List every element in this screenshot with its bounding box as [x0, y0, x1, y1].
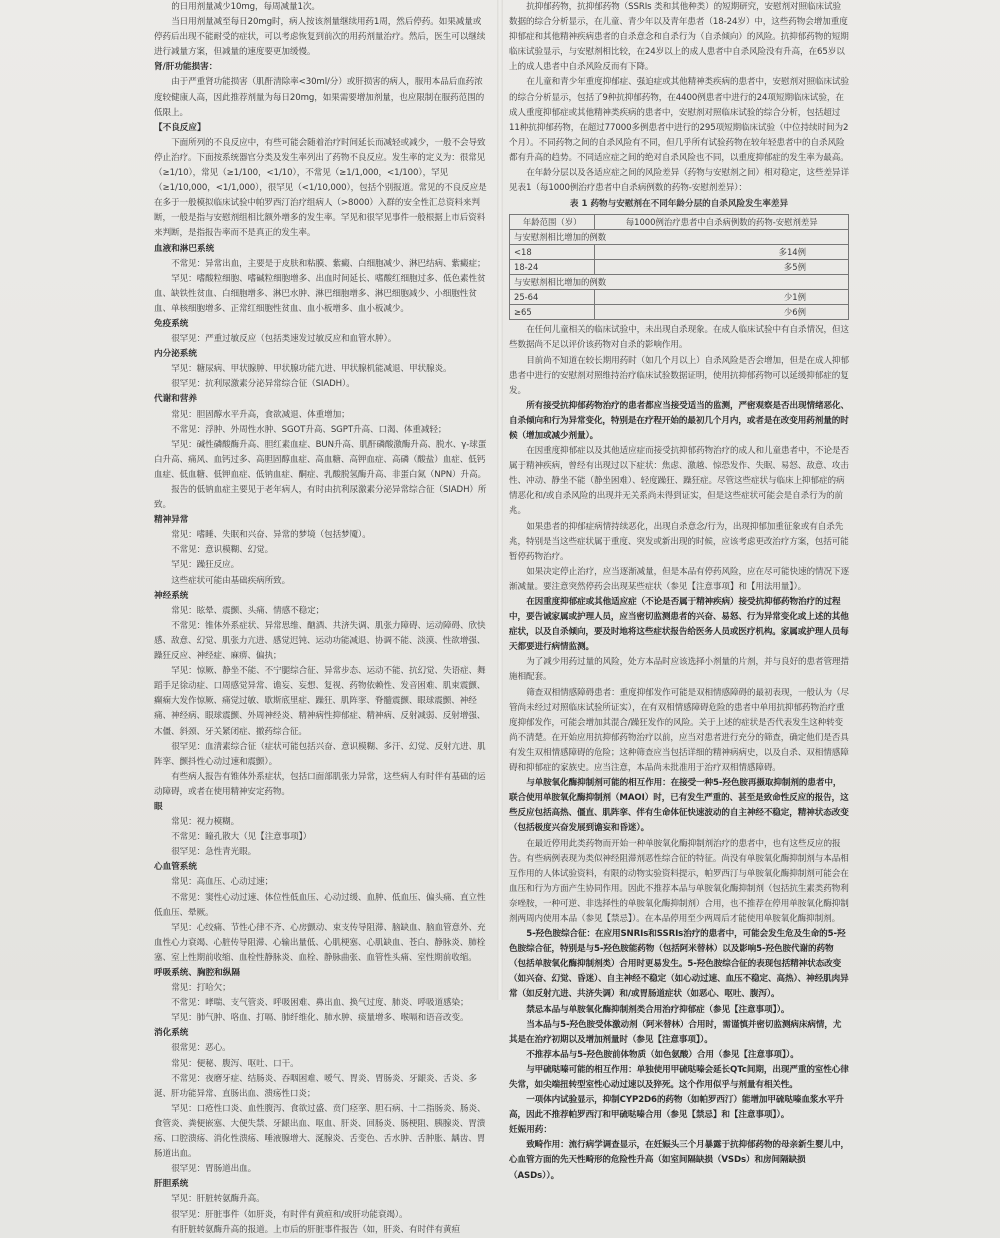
paragraph: 常见：打哈欠； [171, 983, 231, 994]
table-value-cell: 少1例 [595, 290, 849, 305]
paragraph: 很罕见：胃肠道出血。 [171, 1164, 257, 1175]
paragraph: 罕见：口疮性口炎、血性腹泻、食欲过盛、贲门痉挛、胆石病、十二指肠炎、肠炎、食管炎、粪便嵌塞、大便失禁、牙龈出血、呕血、肝炎、回肠炎、肠梗阻、胰腺炎、胃溃疡、口腔溃疡、消化性溃疡、唾液腺增大、涎腺炎、舌变色、舌水肿、舌肿胀、龋齿、胃肠道出血。 [154, 1103, 486, 1160]
paragraph: 有肝脏转氨酶升高的报道。上市后的肝脏事件报告（如，肝炎、有时伴有黄疸 [171, 1224, 460, 1235]
table-row [510, 260, 849, 275]
paragraph: 不常见：瞳孔散大（见【注意事项】） [171, 832, 312, 843]
paragraph: 很罕见：急性青光眼。 [171, 847, 257, 858]
paragraph: 罕见：嗜酸粒细胞、嗜碱粒细胞增多、出血时间延长、嗜酸红细胞过多、低色素性贫血、缺铁性贫血、白细胞增多、淋巴水肿、淋巴细胞增多、淋巴细胞减少、小细胞性贫血、单核细胞增多、正常红细胞性贫血、血小板增多、血小板减少。 [154, 273, 486, 314]
paragraph: 很罕见：肝脏事件（如肝炎，有时伴有黄疸和/或肝功能衰竭）。 [171, 1209, 408, 1220]
paragraph: 不常见：窦性心动过速、体位性低血压、心动过缓、血肿、低血压、偏头痛、直立性低血压、晕厥。 [154, 892, 486, 918]
paragraph: 常见：便秘、腹泻、呕吐、口干。 [171, 1058, 299, 1069]
page-fold-shadow [497, 0, 503, 1000]
table-row [510, 230, 849, 245]
paragraph: 不常见：浮肿、外周性水肿、SGOT升高、SGPT升高、口渴、体重减轻； [171, 424, 447, 435]
paragraph: 当日用剂量减至每日20mg时，病人按该剂量继续用药1周，然后停药。如果减量或停药后出现不能耐受的症状，可以考虑恢复到前次的用药剂量治疗。然后，医生可以继续进行减量方案，但减量的速度要更加缓慢。 [154, 17, 486, 58]
paragraph: 这些症状可能由基础疾病所致。 [171, 575, 291, 586]
paragraph: 很罕见：血清素综合征（症状可能包括兴奋、意识模糊、多汗、幻觉、反射亢进、肌阵挛、颤抖性心动过速和震颤）。 [154, 741, 486, 767]
table-row [510, 290, 849, 305]
paragraph: 不常见：锥体外系症状、异常思维、酗酒、共济失调、肌张力障碍、运动障碍、欣快感、敌意、幻觉、肌张力亢进、感觉迟钝、运动功能减退、协调不能、淡漠、性欲增强、躁狂反应、神经症、麻痹、偏执； [154, 620, 486, 662]
table-group-cell: 与安慰剂相比增加的例数 [510, 275, 849, 290]
table-age-cell: 18-24 [510, 260, 595, 275]
paragraph: 在因重度抑郁症或其他适应症（不论是否属于精神疾病）接受抗抑郁药物治疗的过程中，要告诫家属或护理人员，应当密切监测患者的兴奋、易怒、行为异常变化或上述的其他症状，以及自杀倾向，要及时地将这些症状报告给医务人员或医疗机构。家属或护理人员每天都要进行病情监测。 [509, 597, 849, 653]
table-caption: 表 1 药物与安慰剂在不同年龄分层的自杀风险发生率差异 [569, 199, 789, 210]
table-header-cell: 年龄范围（岁） [510, 215, 595, 230]
table-age-cell: 25-64 [510, 290, 595, 305]
paragraph: 罕见：肺气肿、咯血、打嗝、肺纤维化、肺水肿、痰量增多、喉嗝和语音改变。 [171, 1013, 469, 1024]
paragraph: 不常见：夜磨牙症、结肠炎、吞咽困难、嗳气、胃炎、胃肠炎、牙龈炎、舌炎、多涎、肝功能异常、直肠出血、溃疡性口炎； [154, 1073, 477, 1099]
paragraph: 在最近停用此类药物而开始一种单胺氧化酶抑制剂治疗的患者中，也有这些反应的报告。有些病例表现为类似神经阻滞剂恶性综合征的特征。尚没有单胺氧化酶抑制剂与本品相互作用的人体试验资料，有限的动物实验资料提示，帕罗西汀与单胺氧化酶抑制剂可能会在血压和行为方面产生协同作用。因此不推荐本品与单胺氧化酶抑制剂（包括抗生素类药物利奈唑胺，一种可逆、非选择性的单胺氧化酶抑制剂）合用，也不推荐在停用单胺氧化酶抑制剂两周内使用本品（参见【禁忌】）。在本品停用至少两周后才能使用单胺氧化酶抑制剂。 [509, 838, 849, 924]
paragraph: 与单胺氧化酶抑制剂可能的相互作用：在接受一种5-羟色胺再摄取抑制剂的患者中，联合使用单胺氧化酶抑制剂（MAOI）时，已有发生严重的、甚至是致命性反应的报告，这些反应包括高热、僵直、肌阵挛、伴有生命体征快速波动的自主神经不稳定，精神状态改变（包括极度兴奋发展到谵妄和昏迷）。 [509, 778, 849, 834]
section-heading: 代谢和营养 [154, 394, 197, 405]
paragraph: 罕见：碱性磷酸酶升高、胆红素血症、BUN升高、肌酐磷酸激酶升高、脱水、γ-球蛋白升高、痛风、血钙过多、高胆固醇血症、高血糖、高钾血症、高磷（酸盐）血症、低钙血症、低血糖、低钾血症、低钠血症、酮症、乳酸脱氢酶升高、非蛋白氮（NPN）升高。 [154, 439, 487, 480]
section-heading: 内分泌系统 [154, 349, 197, 360]
paragraph: 抗抑郁药物，抗抑郁药物（SSRIs 类和其他种类）的短期研究，安慰剂对照临床试验数据的综合分析显示，在儿童、青少年以及青年患者（18-24岁）中，这些药物会增加重度抑郁症和其他精神疾病患者的自杀意念和自杀行为（自杀倾向）的风险。抗抑郁药物的短期临床试验显示，与安慰剂相比较，在24岁以上的成人患者中自杀风险没有升高，在65岁以上的成人患者中自杀风险反而有下降。 [509, 2, 849, 73]
suicide-risk-table [509, 214, 849, 320]
paragraph: 很常见：恶心。 [171, 1043, 231, 1054]
table-row [510, 275, 849, 290]
paragraph: 常见：眩晕、震颤、头痛、情感不稳定； [171, 605, 325, 616]
paragraph: 所有接受抗抑郁药物治疗的患者都应当接受适当的监测，严密观察是否出现情绪恶化、自杀倾向和行为异常变化，特别是在疗程开始的最初几个月内，或者是在改变用药剂量的时候（增加或减少剂量）。 [509, 400, 849, 441]
table-row [510, 245, 849, 260]
right-text-column [509, 0, 849, 1181]
paragraph: 一项体内试验显示，抑制CYP2D6的药物（如帕罗西汀）能增加甲硫哒嗪血浆水平升高，因此不推荐帕罗西汀和甲硫哒嗪合用（参见【禁忌】和【注意事项】）。 [509, 1095, 844, 1121]
table-age-cell: <18 [510, 245, 595, 260]
paragraph: 不推荐本品与5-羟色胺前体物质（如色氨酸）合用（参见【注意事项】）。 [526, 1049, 799, 1060]
section-heading: 心血管系统 [154, 862, 197, 873]
section-heading: 肾/肝功能损害： [154, 62, 218, 73]
table-header-cell: 每1000例治疗患者中自杀病例数的药物-安慰剂差异 [595, 215, 849, 230]
paragraph: 如果决定停止治疗，应当逐渐减量，但是本品有停药风险，应在尽可能快速的情况下逐渐减量。要注意突然停药会出现某些症状（参见【注意事项】和【用法用量】）。 [509, 566, 849, 592]
right-column-bottom-text [509, 323, 849, 1183]
paragraph: 常见：胆固醇水平升高，食欲减退、体重增加； [171, 409, 350, 420]
section-heading: 消化系统 [154, 1028, 189, 1039]
section-heading: 肝胆系统 [154, 1179, 189, 1190]
paragraph: 罕见：糖尿病、甲状腺肿、甲状腺功能亢进、甲状腺机能减退、甲状腺炎。 [171, 364, 452, 375]
paragraph: 常见：高血压、心动过速； [171, 877, 274, 888]
section-heading: 妊娠用药： [509, 1125, 552, 1136]
paragraph: 如果患者的抑郁症病情持续恶化，出现自杀意念/行为，出现抑郁加重征象或有自杀先兆，特别是当这些症状属于重度、突发或新出现的时候，应该考虑更改治疗方案，包括可能暂停药物治疗。 [509, 521, 849, 562]
section-heading: 呼吸系统、胸腔和纵隔 [154, 968, 240, 978]
paragraph: 有些病人报告有锥体外系症状，包括口面部肌张力异常，这些病人有时伴有基础的运动障碍，或者在使用精神安定药物。 [154, 771, 486, 797]
paragraph: 罕见：躁狂反应。 [171, 560, 240, 571]
paragraph: 不常见：异常出血，主要是于皮肤和粘膜、紫癜、白细胞减少、淋巴结病、紫癜症； [171, 258, 486, 269]
section-heading: 血液和淋巴系统 [154, 243, 215, 254]
paragraph: 在因重度抑郁症以及其他适应症而接受抗抑郁药物治疗的成人和儿童患者中，不论是否属于精神疾病，曾经有出现过以下症状：焦虑、激越、惊恐发作、失眠、易怒、敌意、攻击性、冲动、静坐不能（静坐困难）、轻度躁狂、躁狂症。尽管这些症状与临床上抑郁症的病情恶化和/或自杀风险的出现并无关系尚未得到证实，但是这些症状可能会是自杀行为的前兆。 [509, 446, 849, 517]
paragraph: 不常见：意识模糊、幻觉。 [171, 545, 274, 556]
right-column-top-text [509, 0, 849, 196]
paragraph: 在年龄分层以及各适应症之间的风险差异（药物与安慰剂之间）相对稳定，这些差异详见表1（每1000例治疗患者中自杀病例数的药物-安慰剂差异）： [509, 168, 849, 194]
paragraph: 很罕见：抗利尿激素分泌异常综合征（SIADH）。 [171, 379, 355, 390]
paragraph: 不常见：哮喘、支气管炎、呼吸困难、鼻出血、换气过度、肺炎、呼吸道感染； [171, 998, 469, 1009]
table-value-cell: 多14例 [595, 245, 849, 260]
table-value-cell: 多5例 [595, 260, 849, 275]
section-heading: 精神异常 [154, 515, 189, 526]
paragraph: 由于严重肾功能损害（肌酐清除率<30ml/分）或肝损害的病人，服用本品后血药浓度较健康人高，因此推荐剂量为每日20mg，如果需要增加剂量，也应限制在服药范围的低限上。 [154, 77, 485, 118]
paragraph: 罕见：心绞痛、节性心律不齐、心房颤动、束支传导阻滞、脑缺血、脑血管意外、充血性心力衰竭、心脏传导阻滞、心输出量低、心肌梗塞、心肌缺血、苍白、静脉炎、肺栓塞、室上性期前收缩、血栓性静脉炎、血栓、静脉曲张、血管性头痛、室性期前收缩。 [154, 922, 486, 963]
table-header-row [510, 215, 849, 230]
paragraph: 常见：嗜睡、失眠和兴奋、异常的梦境（包括梦魇）。 [171, 530, 371, 541]
paragraph: 与甲硫哒嗪可能的相互作用：单独使用甲硫哒嗪会延长QTc间期，出现严重的室性心律失常，如尖端扭转型室性心动过速以及猝死。这个作用似乎与剂量有相关性。 [509, 1064, 849, 1090]
paragraph: 在任何儿童相关的临床试验中，未出现自杀现象。在成人临床试验中有自杀情况，但这些数据尚不足以评价该药物对自杀的影响作用。 [509, 325, 849, 351]
paragraph: 致畸作用：流行病学调查显示，在妊娠头三个月暴露于抗抑郁药物的母亲新生婴儿中，心血管方面的先天性畸形的危险性升高（如室间隔缺损（VSDs）和房间隔缺损（ASDs））。 [509, 1140, 849, 1181]
paragraph: 的日用剂量减少10mg，每周减量1次。 [171, 2, 320, 12]
section-heading: 眼 [154, 801, 163, 812]
paragraph: 5-羟色胺综合征：在应用SNRIs和SSRIs治疗的患者中，可能会发生危及生命的5-羟色胺综合征，特别是与5-羟色胺能药物（包括阿米替林）以及影响5-羟色胺代谢的药物（包括单胺氧化酶抑制剂类）合用时更易发生。5-羟色胺综合征的表现包括精神状态改变（如兴奋、幻觉、昏迷）、自主神经不稳定（如心动过速、血压不稳定、高热）、神经肌肉异常（如反射亢进、共济失调）和/或胃肠道症状（如恶心、呕吐、腹泻）。 [509, 929, 849, 1000]
paragraph: 在儿童和青少年重度抑郁症、强迫症或其他精神类疾病的患者中，安慰剂对照临床试验的综合分析显示，包括了9种抗抑郁药物，在4400例患者中进行的24项短期临床试验，在成人重度抑郁症或其他精神类疾病的患者中，安慰剂对照临床试验的综合分析，包括超过11种抗抑郁药物，在超过77000多例患者中进行的295项短期临床试验（中位持续时间为2个月）。不同药物之间的自杀风险有不同，但几乎所有试验药物在较年轻患者中的自杀风险都有升高的趋势。不同适应症之间的绝对自杀风险也不同，以重度抑郁症的发生率为最高。 [509, 77, 849, 163]
paragraph: 很罕见：严重过敏反应（包括类速发过敏反应和血管水肿）。 [171, 334, 397, 345]
section-heading: 神经系统 [154, 590, 189, 601]
table-group-cell: 与安慰剂相比增加的例数 [510, 230, 849, 245]
paragraph: 常见：视力模糊。 [171, 817, 240, 828]
paragraph: 为了减少用药过量的风险，处方本品时应该选择小剂量的片剂，并与良好的患者管理措施相配套。 [509, 657, 849, 683]
section-heading: 【不良反应】 [154, 122, 206, 133]
paragraph: 目前尚不知道在较长期用药时（如几个月以上）自杀风险是否会增加，但是在成人抑郁患者中进行的安慰剂对照维持治疗临床试验数据证明，使用抗抑郁药物可以延缓抑郁症的复发。 [509, 355, 849, 396]
paragraph: 当本品与5-羟色胺受体激动剂（阿米替林）合用时，需谨慎并密切监测病床病情，尤其是在治疗初期以及增加剂量时（参见【注意事项】）。 [509, 1019, 842, 1045]
table-age-cell: ≥65 [510, 305, 595, 320]
paragraph: 下面所列的不良反应中，有些可能会随着治疗时间延长而减轻或减少，一般不会导致停止治疗。下面按系统器官分类及发生率列出了药物不良反应。发生率的定义为：很常见（≥1/10），常见（≥1/100，<1/10），不常见（≥1/1,000，<1/100），罕见（≥1/10,000，<1/1,000），很罕见（<1/10,000），包括个别报道。常见的不良反应是在多于一般模拟临床试验中帕罗西汀治疗组病人（>8000）入群的安全性汇总资料来判断，一般是指与安慰剂组相比额外增多的发生率。罕见和很罕见事件一般根据上市后资料来判断，是指报告率而不是真正的发生率。 [154, 137, 487, 239]
paragraph: 禁忌本品与单胺氧化酶抑制剂类合用治疗抑郁症（参见【注意事项】）。 [526, 1004, 790, 1015]
paragraph: 报告的低钠血症主要见于老年病人，有时由抗利尿激素分泌异常综合征（SIADH）所致。 [154, 485, 487, 511]
paragraph: 筛查双相情感障碍患者：重度抑郁发作可能是双相情感障碍的最初表现，一般认为（尽管尚未经过对照临床试验所证实），在有双相情感障碍危险的患者中单用抗抑郁药物治疗重度抑郁发作，可能会增加其混合/躁狂发作的风险。关于上述的症状是否代表发生这种转变尚不清楚。在开始应用抗抑郁药物治疗以前，应当对患者进行充分的筛查，确定他们是否具有发生双相情感障碍的危险；这种筛查应当包括详细的精神病病史，以及自杀、双相情感障碍和抑郁症的家族史。应当注意，本品尚未批准用于治疗双相情感障碍。 [509, 687, 849, 774]
paragraph: 罕见：惊厥、静坐不能、不宁腿综合征、异常步态、运动不能、抗幻觉、失语症、舞蹈手足徐动症、口周感觉异常、谵妄、妄想、复视、药物依赖性、发音困难、肌束震颤、癫痫大发作惊厥、痛觉过敏、歇斯底里症、躁狂、肌阵挛、脊髓震颤、眼球震颤、神经痛、神经病、眼球震颤、外周神经炎、精神病性抑郁症、精神病、反射减弱、反射增强、木僵、斜颈、牙关紧闭症、撤药综合征。 [154, 666, 486, 737]
table-value-cell: 少6例 [595, 305, 849, 320]
left-text-column [154, 0, 488, 1235]
paragraph: 罕见：肝脏转氨酶升高。 [171, 1194, 265, 1205]
table-row [510, 305, 849, 320]
section-heading: 免疫系统 [154, 318, 189, 329]
